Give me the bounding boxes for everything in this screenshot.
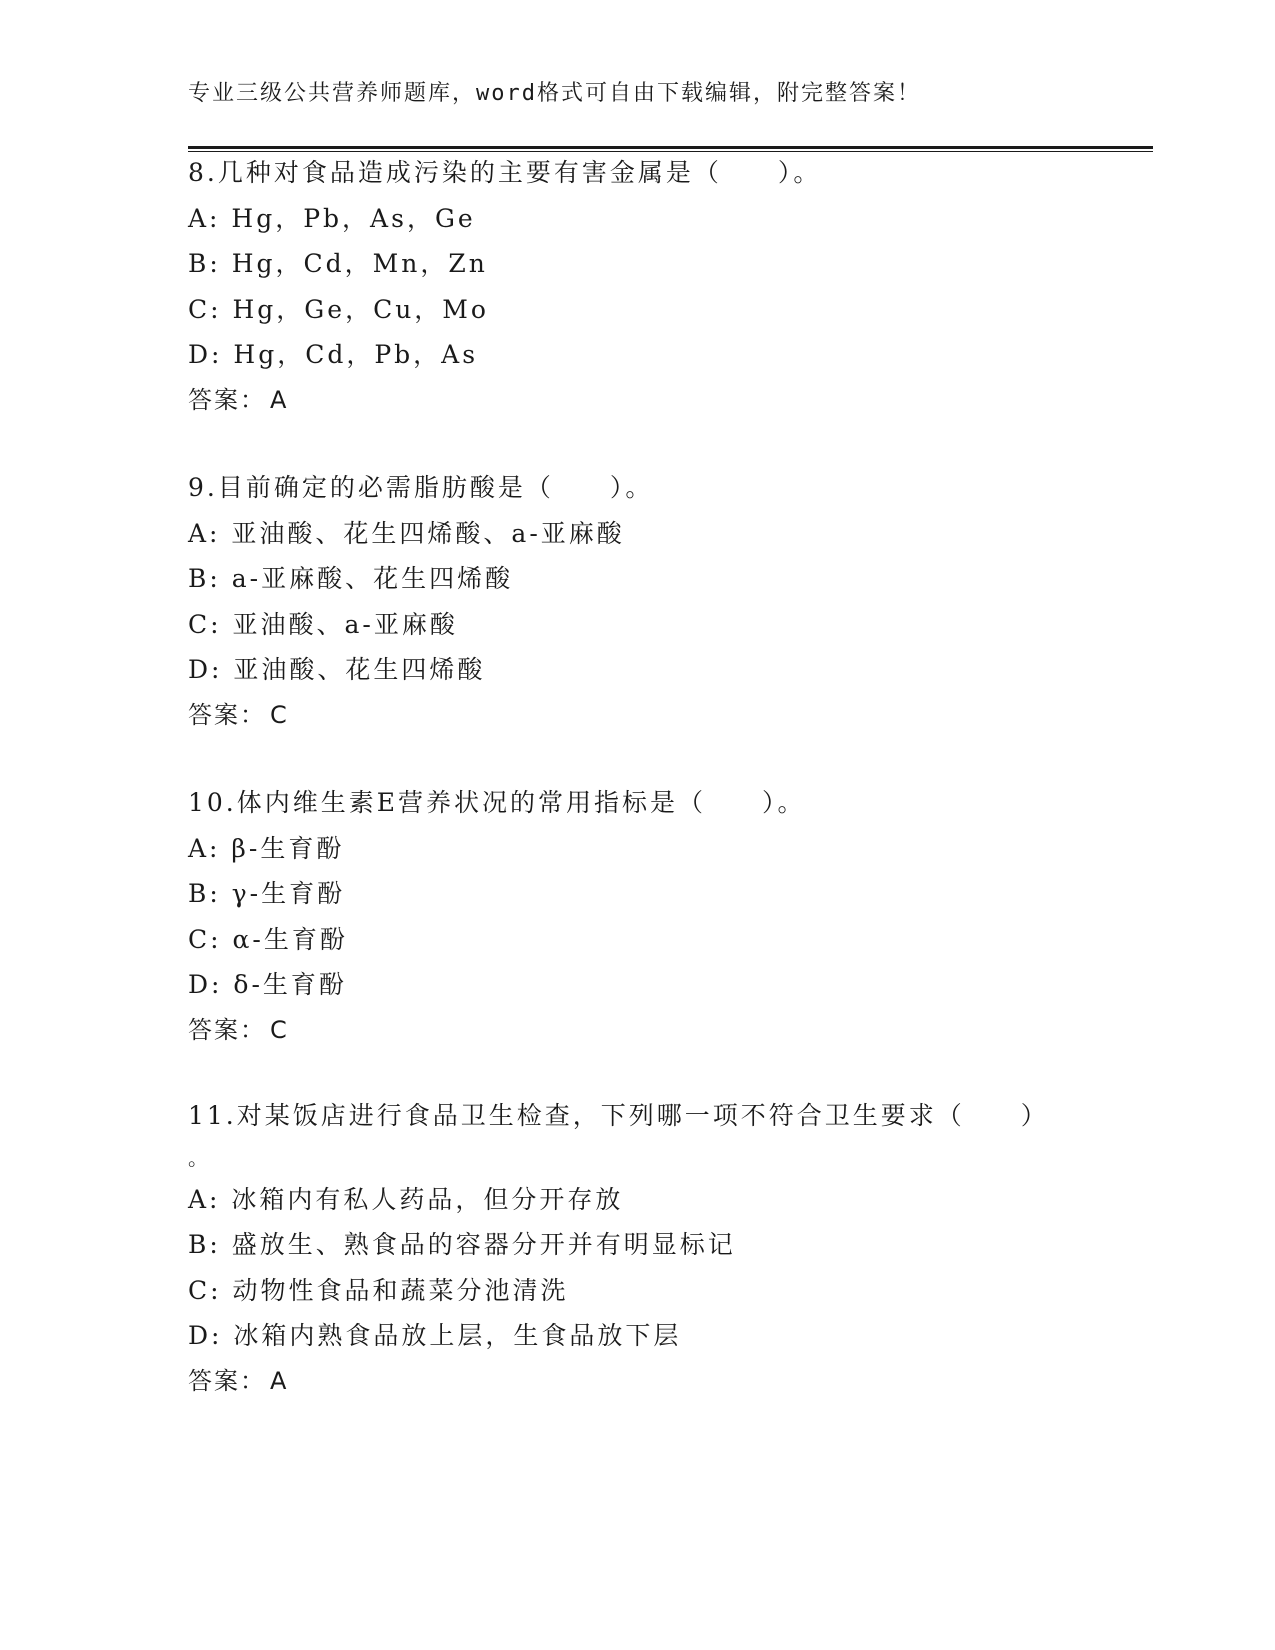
- answer-value: C: [270, 700, 289, 729]
- answer-label: 答案：: [188, 1366, 266, 1395]
- answer-line: [188, 693, 1088, 739]
- answer-value: A: [270, 1366, 289, 1395]
- option-d: D: 亚油酸、花生四烯酸: [188, 655, 486, 684]
- option-b: B: Hg，Cd，Mn，Zn: [188, 249, 488, 278]
- option-a: A: Hg，Pb，As，Ge: [188, 203, 476, 233]
- answer-line: [188, 1359, 1088, 1405]
- question-stem: 9.目前确定的必需脂肪酸是（ ）。: [188, 473, 654, 502]
- question-11: [188, 1093, 1088, 1404]
- option-a: A: β-生育酚: [188, 833, 345, 863]
- answer-value: C: [270, 1015, 289, 1044]
- question-stem: 10.体内维生素E营养状况的常用指标是（ ）。: [188, 788, 806, 817]
- question-stem-continuation: 。: [188, 1145, 211, 1170]
- option-b: B: a-亚麻酸、花生四烯酸: [188, 564, 514, 593]
- question-8: [188, 150, 1088, 423]
- answer-value: A: [270, 385, 289, 414]
- answer-label: 答案：: [188, 1015, 266, 1044]
- option-c: C: α-生育酚: [188, 924, 348, 954]
- question-stem: 8.几种对食品造成污染的主要有害金属是（ ）。: [188, 158, 822, 187]
- answer-line: [188, 1008, 1088, 1054]
- option-c: C: 亚油酸、a-亚麻酸: [188, 609, 458, 639]
- option-a: A: 冰箱内有私人药品，但分开存放: [188, 1184, 624, 1214]
- option-d: D: δ-生育酚: [188, 970, 347, 999]
- header-rule-thick: [188, 146, 1153, 149]
- answer-label: 答案：: [188, 700, 266, 729]
- question-9: [188, 465, 1088, 738]
- option-a: A: 亚油酸、花生四烯酸、a-亚麻酸: [188, 518, 625, 548]
- page-header: 专业三级公共营养师题库，word格式可自由下载编辑，附完整答案！: [188, 81, 921, 106]
- option-c: C: 动物性食品和蔬菜分池清洗: [188, 1275, 569, 1305]
- question-stem: 11.对某饭店进行食品卫生检查，下列哪一项不符合卫生要求（ ）: [188, 1101, 1049, 1130]
- option-d: D: 冰箱内熟食品放上层，生食品放下层: [188, 1321, 682, 1350]
- answer-line: [188, 378, 1088, 424]
- option-b: B: γ-生育酚: [188, 879, 346, 908]
- answer-label: 答案：: [188, 385, 266, 414]
- option-d: D: Hg，Cd，Pb，As: [188, 340, 479, 369]
- option-c: C: Hg，Ge，Cu，Mo: [188, 294, 489, 324]
- question-10: [188, 780, 1088, 1053]
- option-b: B: 盛放生、熟食品的容器分开并有明显标记: [188, 1230, 736, 1259]
